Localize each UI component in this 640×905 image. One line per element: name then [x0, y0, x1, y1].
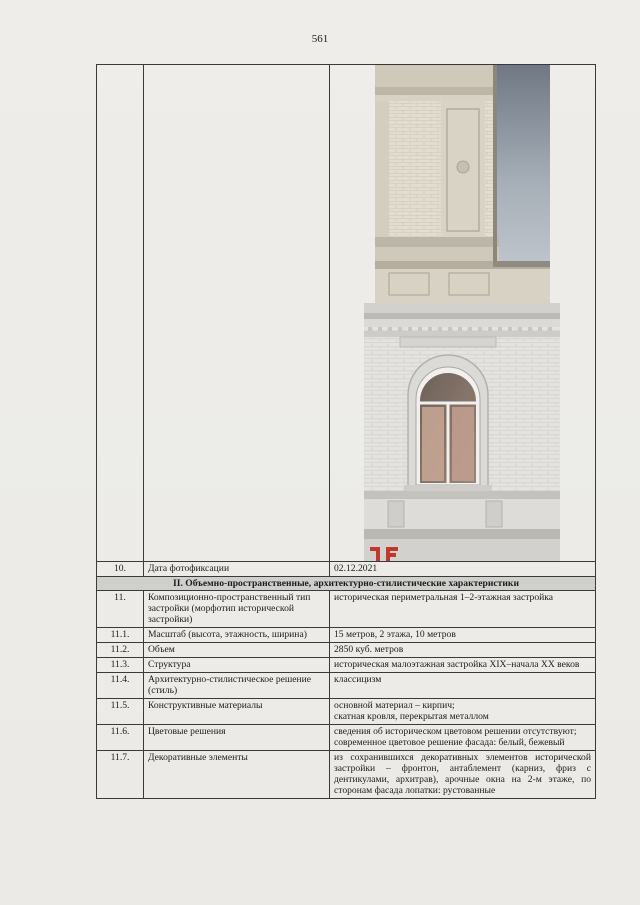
row-value-line: основной материал – кирпич; — [334, 700, 455, 711]
row-label: Декоративные элементы — [144, 751, 330, 799]
row-number: 11.7. — [97, 751, 144, 799]
table-row — [97, 643, 596, 658]
table-row — [97, 751, 596, 799]
table-row — [97, 699, 596, 725]
row-number: 10. — [97, 562, 144, 577]
row-value-line: скатная кровля, перекрытая металлом — [334, 711, 489, 722]
page-number: 561 — [311, 33, 329, 45]
row-value: классицизм — [330, 673, 596, 699]
row-number: 11.5. — [97, 699, 144, 725]
row-label: Цветовые решения — [144, 725, 330, 751]
photo-cell — [330, 65, 596, 562]
table-row — [97, 628, 596, 643]
row-number: 11.6. — [97, 725, 144, 751]
row-value-line: сведения об историческом цветовом решении отсутствуют; — [334, 726, 577, 737]
row-value: из сохранившихся декоративных элементов исторической застройки – фронтон, антаблемент (карниз, фриз с дентикулами, архитрав), арочные окна на 2-м этаже, по сторонам фасада лопатки: рустованные — [330, 751, 596, 799]
row-value — [330, 725, 596, 751]
table-row — [97, 673, 596, 699]
row-number: 11.2. — [97, 643, 144, 658]
table-row — [97, 591, 596, 628]
row-number: 11.4. — [97, 673, 144, 699]
row-label: Объем — [144, 643, 330, 658]
row-label: Структура — [144, 658, 330, 673]
row-label: Композиционно-пространственный тип застройки (морфотип исторической застройки) — [144, 591, 330, 628]
section-title: II. Объемно-пространственные, архитектурно-стилистические характеристики — [97, 577, 596, 591]
facade-window-photo — [364, 303, 560, 561]
row-number: 11.3. — [97, 658, 144, 673]
section-header-row — [97, 577, 596, 591]
row-value: историческая периметральная 1–2-этажная застройка — [330, 591, 596, 628]
row-label: Масштаб (высота, этажность, ширина) — [144, 628, 330, 643]
row-label: Конструктивные материалы — [144, 699, 330, 725]
photo-row-num-cell — [97, 65, 144, 562]
table-row — [97, 562, 596, 577]
row-number: 11.1. — [97, 628, 144, 643]
row-value: 15 метров, 2 этажа, 10 метров — [330, 628, 596, 643]
photo-row — [97, 65, 596, 562]
photo-row-label-cell — [144, 65, 330, 562]
table-row — [97, 658, 596, 673]
row-value: 02.12.2021 — [330, 562, 596, 577]
row-label: Дата фотофиксации — [144, 562, 330, 577]
row-value: историческая малоэтажная застройка XIX–начала XX веков — [330, 658, 596, 673]
row-number: 11. — [97, 591, 144, 628]
row-value: 2850 куб. метров — [330, 643, 596, 658]
passport-table — [96, 64, 596, 799]
row-value-line: современное цветовое решение фасада: белый, бежевый — [334, 737, 565, 748]
row-value — [330, 699, 596, 725]
facade-tower-photo — [375, 65, 550, 303]
row-label: Архитектурно-стилистическое решение (стиль) — [144, 673, 330, 699]
table-row — [97, 725, 596, 751]
